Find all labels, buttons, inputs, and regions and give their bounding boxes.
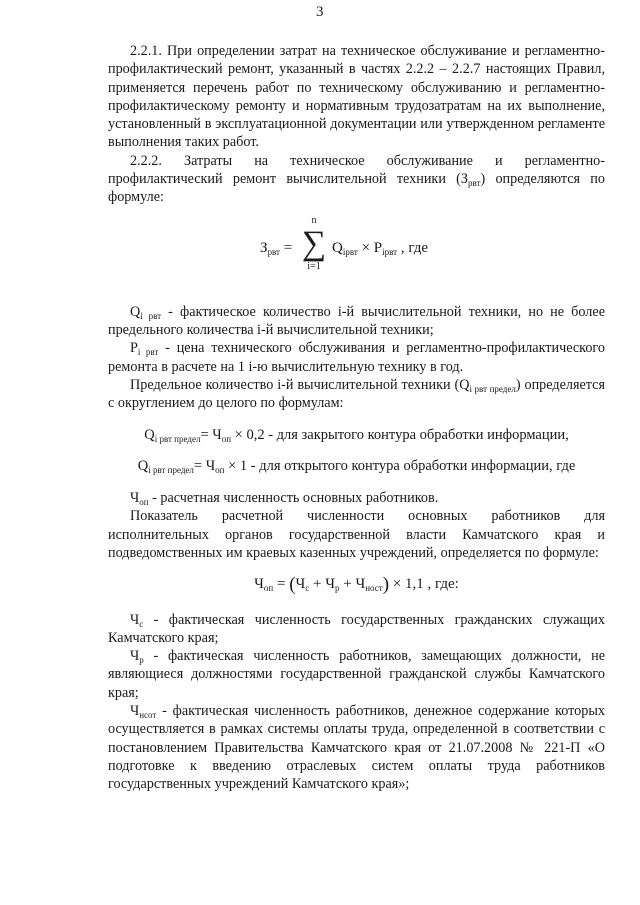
sum-operator <box>300 215 328 273</box>
definition-text: - фактическое количество i-й вычислительной техники, но не более предельного количества i-й вычислительной техники; <box>108 303 605 338</box>
symbol: Ч <box>295 576 306 593</box>
formula-text: × 0,2 - для закрытого контура обработки информации, <box>231 427 569 444</box>
subscript: i рвт предел <box>148 464 194 475</box>
subscript: р <box>139 655 144 666</box>
formula-text: × 1,1 , где: <box>389 576 459 593</box>
formula-zrvt <box>108 215 605 281</box>
definition-q <box>108 303 605 340</box>
subscript: рвт <box>468 178 481 189</box>
definition-text: - цена технического обслуживания и регламентно-профилактического ремонта в расчете на 1 i-ю вычислительную технику в год. <box>108 340 605 375</box>
symbol: З <box>260 239 268 256</box>
formula-tail: , где <box>397 239 429 256</box>
definition-text: - расчетная численность основных работников. <box>148 490 439 507</box>
sum-lower-limit: i=1 <box>307 260 321 272</box>
formula-closed-contour <box>108 426 605 444</box>
subscript: нсот <box>139 710 157 721</box>
symbol: Q <box>137 457 149 474</box>
definition-p <box>108 339 605 376</box>
paragraph-2-2-1: 2.2.1. При определении затрат на техническое обслуживание и регламентно-профилактический ремонт, указанный в частях 2.2.2 – 2.2.7 настоящих Правил, применяется перечень работ по техническому обслуживанию и регламентно-профилактическому ремонту и нормативным трудозатратам на их выполнение, установленный в эксплуатационной документации или утвержденном регламенте выполнения таких работ. <box>108 43 605 151</box>
subscript: оп <box>221 434 232 445</box>
symbol: Ч <box>130 490 140 507</box>
symbol: Ч <box>130 703 140 720</box>
text-fragment: 2.2.2. Затраты на техническое обслуживание и регламентно-профилактический ремонт вычислительной техники (З <box>108 152 605 188</box>
definition-chop <box>108 489 605 507</box>
symbol: P <box>130 340 138 357</box>
text-fragment: ) определяется с округлением до целого по формулам: <box>108 376 606 412</box>
text-fragment: Предельное количество i-й вычислительной техники (Q <box>130 376 470 393</box>
text-fragment: ) определяются по формуле: <box>108 171 605 206</box>
subscript: с <box>139 618 144 629</box>
symbol: Q <box>130 303 141 320</box>
document-body <box>108 42 605 794</box>
subscript: ност <box>365 583 383 594</box>
equals-sign: = <box>279 239 293 256</box>
subscript: i рвт предел <box>154 434 201 445</box>
equals-sign: = <box>273 576 290 593</box>
open-paren: ( <box>289 574 296 596</box>
subscript: с <box>305 583 310 594</box>
page-number: 3 <box>316 4 324 20</box>
subscript: iрвт <box>382 246 398 257</box>
sigma-symbol: ∑ <box>301 224 327 262</box>
definition-text: - фактическая численность работников, денежное содержание которых осуществляется в рамках системы оплаты труда, определенной в соответствии с постановлением Правительства Камчатского края от 21.07.2008 № 221-П «О подготовке к введению отраслевых систем оплаты труда работников государственных учреждений Камчатского края»; <box>108 703 605 793</box>
symbol: Q <box>144 427 155 444</box>
symbol: Ч <box>355 576 366 593</box>
paragraph-indicator: Показатель расчетной численности основных работников для исполнительных органов государственной власти Камчатского края и подведомственных им краевых казенных учреждений, определяется по формуле: <box>108 508 605 561</box>
symbol: Ч <box>325 576 335 593</box>
equals-sign: = <box>200 427 213 444</box>
definition-chr <box>108 647 605 702</box>
symbol: Ч <box>254 576 264 593</box>
subscript: i рвт <box>137 347 159 358</box>
formula-open-contour <box>108 457 605 475</box>
formula-lhs <box>260 239 292 257</box>
sum-upper-limit: n <box>311 214 317 226</box>
paragraph-limit <box>108 376 605 413</box>
formula-rhs <box>332 239 428 257</box>
subscript: рвт <box>267 246 280 257</box>
times-sign: × <box>357 239 374 256</box>
subscript: оп <box>263 583 274 594</box>
equals-sign: = <box>193 457 206 474</box>
definition-text: - фактическая численность государственных гражданских служащих Камчатского края; <box>108 611 605 646</box>
subscript: i рвт <box>140 310 162 321</box>
formula-text: × 1 - для открытого контура обработки информации, где <box>224 457 576 474</box>
close-paren: ) <box>382 574 390 596</box>
formula-chop <box>108 575 605 594</box>
subscript: оп <box>139 497 149 508</box>
subscript: iрвт <box>342 246 358 257</box>
definition-text: - фактическая численность работников, замещающих должности, не являющиеся должностями государственной гражданской службы Камчатского края; <box>108 648 605 701</box>
subscript: оп <box>215 464 225 475</box>
symbol: Ч <box>130 611 140 628</box>
definition-chn <box>108 702 605 793</box>
paragraph-2-2-2 <box>108 152 605 207</box>
symbol: Ч <box>212 427 222 444</box>
symbol: Q <box>332 239 343 256</box>
symbol: P <box>373 239 383 256</box>
subscript: i рвт предел <box>469 383 516 394</box>
symbol: Ч <box>205 457 216 474</box>
plus-sign: + <box>339 576 356 593</box>
symbol: Ч <box>130 648 140 665</box>
subscript: р <box>335 583 340 594</box>
plus-sign: + <box>309 576 326 593</box>
definition-chc <box>108 611 605 648</box>
